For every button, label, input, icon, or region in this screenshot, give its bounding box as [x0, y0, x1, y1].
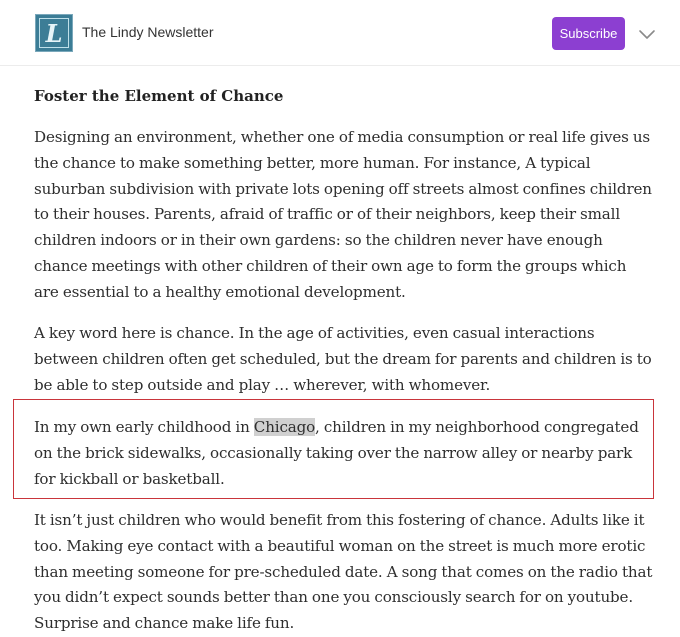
- chevron-down-icon[interactable]: [638, 25, 656, 43]
- paragraph-key-word: A key word here is chance. In the age of activities, even casual interactions between children often get scheduled, but the dream for parents and children is to be able to step outside and play … wherever, with whomever.: [34, 324, 652, 394]
- newsletter-title[interactable]: The Lindy Newsletter: [82, 24, 214, 40]
- logo-letter: L: [45, 18, 63, 48]
- paragraph-childhood: [34, 415, 654, 492]
- article-body: [34, 84, 654, 108]
- section-heading: Foster the Element of Chance: [34, 87, 284, 105]
- selected-word-chicago[interactable]: Chicago: [253, 418, 316, 436]
- newsletter-logo[interactable]: [35, 14, 73, 52]
- subscribe-button[interactable]: Subscribe: [552, 17, 625, 50]
- paragraph-environment: Designing an environment, whether one of media consumption or real life gives us the chance to make something better, more human. For instance, A typical suburban subdivision with private lots opening off streets almost confines children to their houses. Parents, afraid of traffic or of their neighbors, keep their small children indoors or in their own gardens: so the children never have enough chance meetings with other children of their own age to form the groups which are essential to a healthy emotional development.: [34, 128, 652, 301]
- top-navigation-bar: [0, 0, 680, 66]
- paragraph-adults: It isn’t just children who would benefit from this fostering of chance. Adults like it too. Making eye contact with a beautiful woman on the street is much more erotic than meeting someone for pre-scheduled date. A song that comes on the radio that you didn’t expect sounds better than one you consciously search for on youtube. Surprise and chance make life fun.: [34, 511, 653, 633]
- paragraph-childhood-start: In my own early childhood in: [34, 418, 254, 436]
- paragraph-childhood-end: , children in my neighborhood congregated on the brick sidewalks, occasionally taking over the narrow alley or nearby park for kickball or basketball.: [34, 418, 639, 488]
